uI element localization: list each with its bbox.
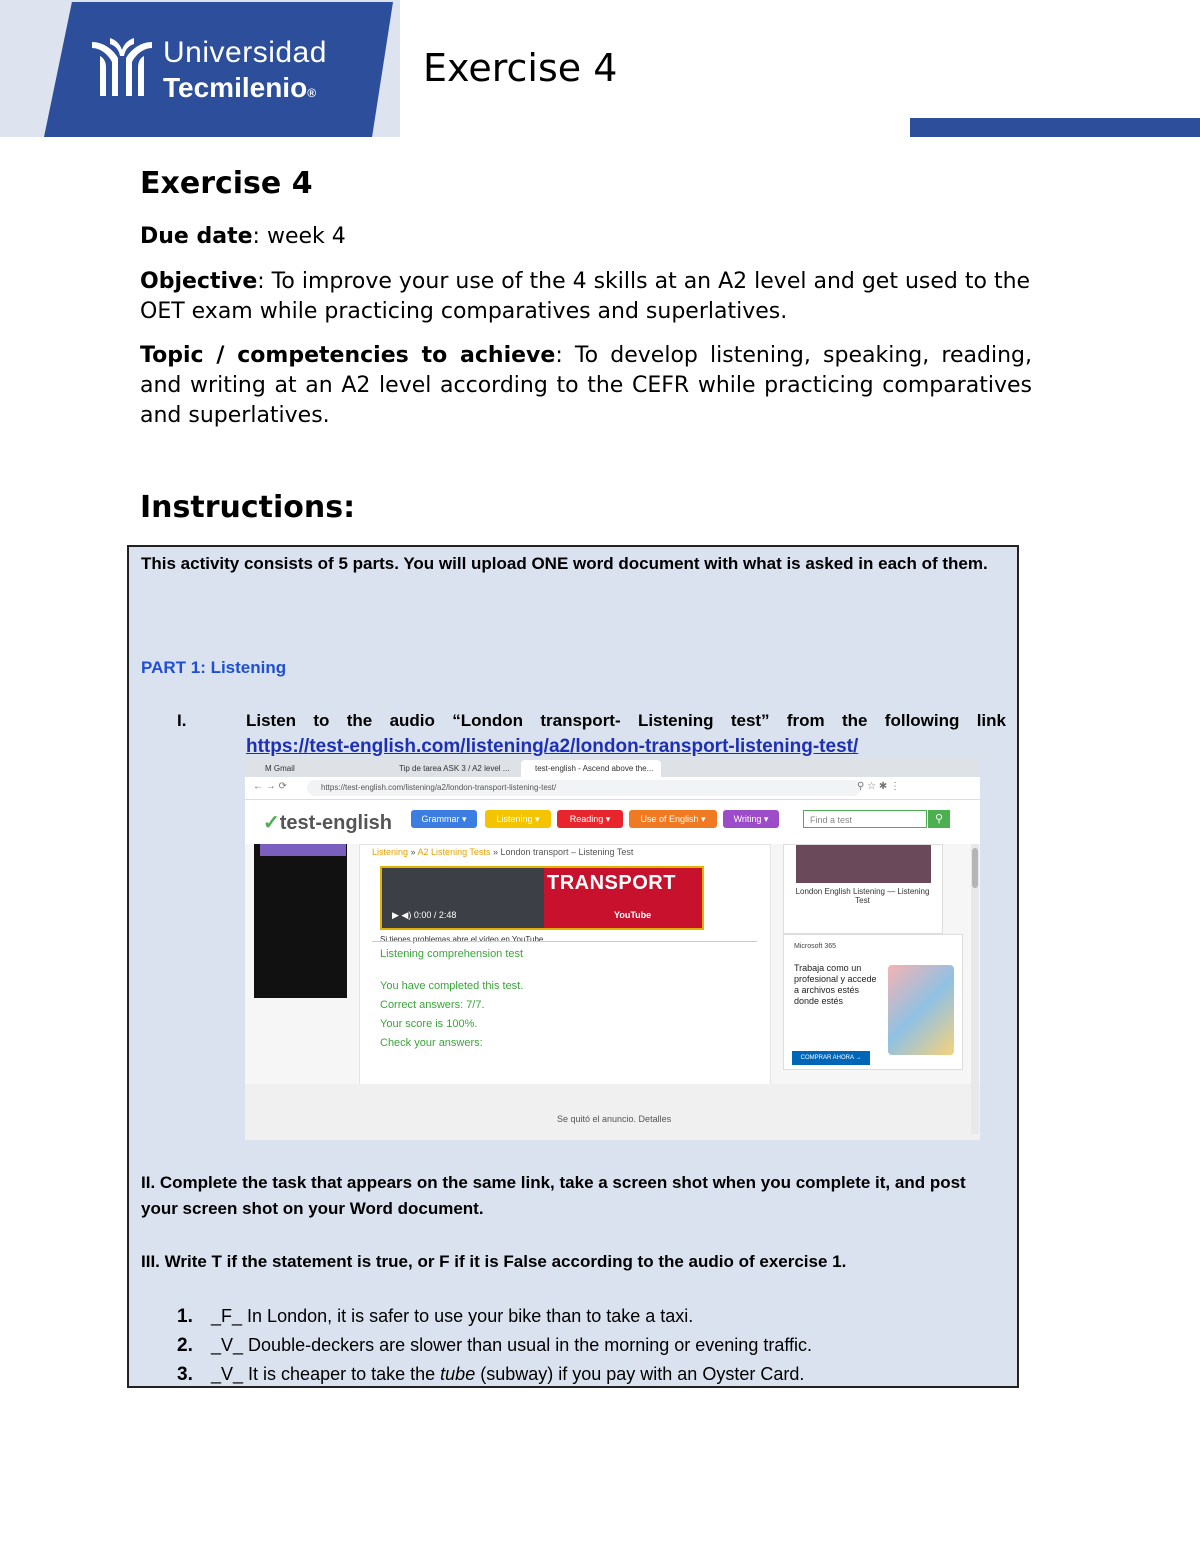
tecmilenio-logo-icon [90, 36, 154, 98]
objective-label: Objective [140, 269, 258, 294]
step1-link-wrap [246, 734, 858, 760]
result-line: Correct answers: 7/7. [380, 999, 485, 1011]
statement-answer: _V_ [211, 1364, 244, 1384]
removed-ad-text: Se quitó el anuncio. Detalles [557, 1114, 672, 1124]
statement-item: 1. _F_ In London, it is safer to use your bike than to take a taxi. [177, 1306, 694, 1327]
result-title: Listening comprehension test [380, 948, 524, 960]
part1-title: PART 1: Listening [141, 658, 287, 677]
logo-text-line1: Universidad [163, 36, 327, 69]
site-header [245, 800, 980, 844]
due-date-value: : week 4 [252, 224, 346, 249]
due-date-label: Due date [140, 224, 253, 249]
video-controls: ▶ ◀) 0:00 / 2:48 [392, 910, 457, 920]
topic-text: : To develop listening, speaking, reading, and writing at an A2 level according to the CEFR while practicing comparatives and superlatives. [140, 343, 1032, 428]
result-line: Your score is 100%. [380, 1018, 478, 1030]
browser-tab-bar [245, 758, 980, 777]
ad-buy-button: COMPRAR AHORA → [792, 1051, 870, 1065]
header-title: Exercise 4 [423, 46, 618, 90]
statement-item: 2. _V_ Double-deckers are slower than usual in the morning or evening traffic. [177, 1335, 813, 1356]
browser-url: https://test-english.com/listening/a2/london-transport-listening-test/ [307, 780, 861, 796]
nav-writing: Writing ▾ [723, 810, 779, 828]
search-icon: ⚲ [928, 810, 950, 828]
youtube-logo: YouTube [614, 910, 652, 920]
statement-answer: _F_ [211, 1306, 243, 1326]
nav-use-of-english: Use of English ▾ [629, 810, 717, 828]
statement-answer: _V_ [211, 1335, 244, 1355]
topic-paragraph [140, 341, 1032, 431]
exercise-heading: Exercise 4 [140, 166, 313, 201]
removed-ad-area [245, 1084, 980, 1140]
london-transport-link[interactable]: https://test-english.com/listening/a2/london-transport-listening-test/ [246, 736, 859, 757]
related-test-image [796, 845, 931, 883]
due-date [140, 222, 1032, 252]
nav-listening: Listening ▾ [485, 810, 551, 828]
step1-text: Listen to the audio “London transport- Listening test” from the following link [246, 711, 1006, 730]
browser-url-bar [245, 777, 980, 800]
statement-text: Double-deckers are slower than usual in the morning or evening traffic. [248, 1335, 813, 1355]
statement-item: 3. _V_ It is cheaper to take the tube (subway) if you pay with an Oyster Card. [177, 1364, 805, 1385]
left-ad-panel [254, 844, 347, 998]
result-panel [372, 941, 757, 1082]
related-test-card [783, 844, 943, 934]
microsoft-ad [783, 934, 963, 1070]
statement-text: It is cheaper to take the tube (subway) if you pay with an Oyster Card. [248, 1364, 805, 1384]
nav-reading: Reading ▾ [557, 810, 623, 828]
ad-image [888, 965, 954, 1055]
video-note: Si tienes problemas abre el vídeo en YouTube [380, 935, 544, 944]
video-title: TRANSPORT [547, 872, 676, 894]
result-line: Check your answers: [380, 1037, 483, 1049]
main-content [359, 844, 771, 1086]
ad-brand: Microsoft 365 [794, 943, 837, 950]
browser-nav-icons: ← → ⟳ [253, 781, 287, 792]
left-ad-banner [260, 844, 346, 856]
checkmark-icon: ✓ [263, 812, 280, 834]
logo-text-line2: Tecmilenio® [163, 72, 317, 103]
browser-tab: Tip de tarea ASK 3 / A2 level ... [399, 764, 510, 773]
instructions-box [127, 545, 1019, 1388]
step3-text: III. Write T if the statement is true, or F if it is False according to the audio of exercise 1. [141, 1252, 847, 1271]
breadcrumb: Listening » A2 Listening Tests » London transport – Listening Test [372, 847, 634, 857]
browser-tab: M Gmail [265, 764, 295, 773]
topic-label: Topic / competencies to achieve [140, 343, 556, 368]
embedded-browser-screenshot [245, 758, 980, 1140]
browser-tab-active: test-english - Ascend above the... [521, 760, 661, 777]
result-line: You have completed this test. [380, 980, 524, 992]
site-brand: ✓test-english [263, 812, 393, 834]
objective-text: : To improve your use of the 4 skills at an A2 level and get used to the OET exam while practicing comparatives and superlatives. [140, 269, 1031, 324]
step1-number: I. [177, 711, 187, 730]
objective-paragraph [140, 267, 1032, 327]
site-search-input: Find a test [803, 810, 927, 828]
browser-toolbar-icons: ⚲ ☆ ✱ ⋮ [857, 781, 901, 792]
box-intro: This activity consists of 5 parts. You will upload ONE word document with what is asked in each of them. [141, 554, 988, 573]
statement-text: In London, it is safer to use your bike than to take a taxi. [247, 1306, 694, 1326]
nav-grammar: Grammar ▾ [411, 810, 477, 828]
step2-text: II. Complete the task that appears on the same link, take a screen shot when you complete it, and post your screen shot on your Word document. [141, 1173, 966, 1218]
header-accent-bar [910, 118, 1200, 137]
scrollbar [971, 844, 979, 1134]
related-test-caption: London English Listening — Listening Test [795, 887, 930, 905]
scrollbar-thumb [972, 848, 978, 888]
instructions-heading: Instructions: [140, 490, 356, 525]
ad-text: Trabaja como un profesional y accede a archivos estés donde estés [794, 963, 877, 1006]
video-player [380, 866, 704, 930]
